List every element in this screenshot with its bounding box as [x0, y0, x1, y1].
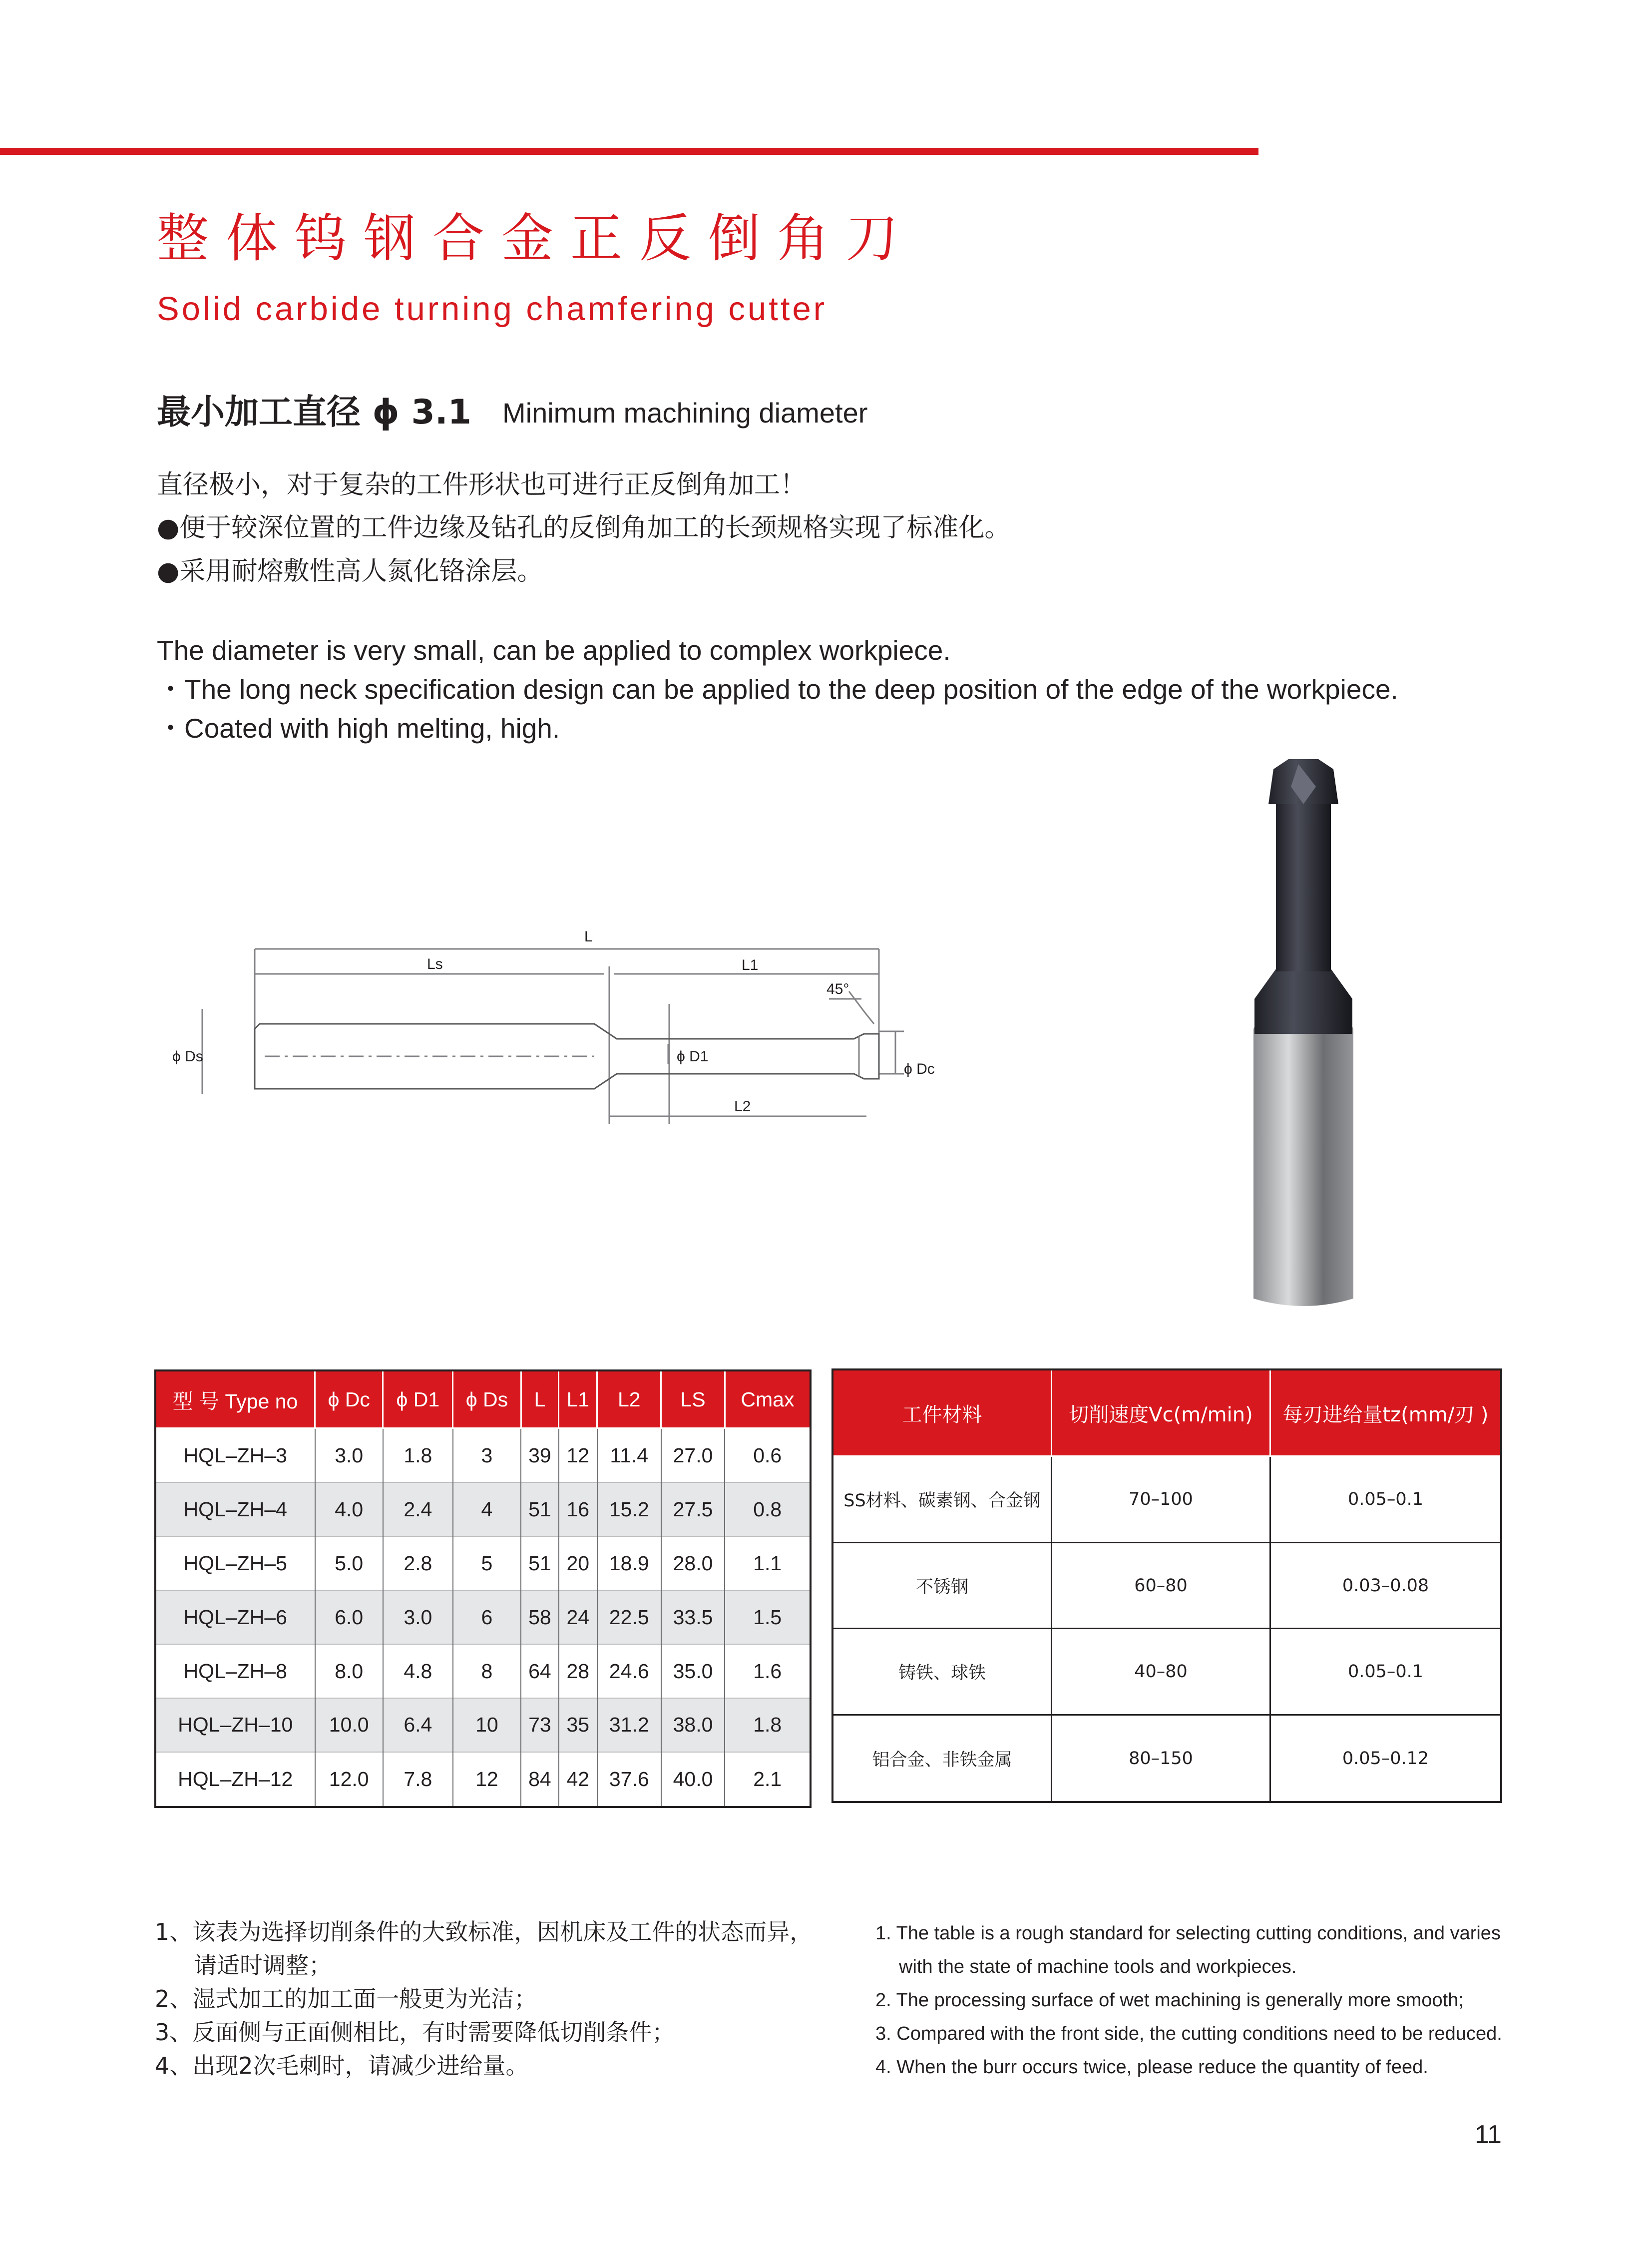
- table-row: [832, 1715, 1501, 1802]
- cond-cell-feed: 0.03–0.08: [1270, 1542, 1502, 1629]
- spec-cell: HQL–ZH–5: [155, 1536, 315, 1590]
- spec-cell: 2.4: [383, 1482, 453, 1536]
- spec-header-dc: ϕ Dc: [315, 1370, 383, 1428]
- dim-L2-label: L2: [734, 1098, 751, 1115]
- spec-cell: 51: [521, 1536, 559, 1590]
- spec-cell: 39: [521, 1428, 559, 1483]
- spec-cell: 1.8: [383, 1428, 453, 1483]
- spec-cell: 0.6: [725, 1428, 811, 1483]
- spec-cell: 20: [559, 1536, 597, 1590]
- spec-cell: 37.6: [597, 1752, 661, 1807]
- spec-cell: 24.6: [597, 1644, 661, 1698]
- spec-cell: 12: [453, 1752, 521, 1807]
- note-en-2: 2. The processing surface of wet machining is generally more smooth;: [875, 1990, 1464, 2011]
- cond-cell-feed: 0.05–0.1: [1270, 1456, 1502, 1543]
- subtitle-en: Minimum machining diameter: [502, 397, 868, 429]
- spec-header-ds: ϕ Ds: [453, 1370, 521, 1428]
- spec-cell: 73: [521, 1698, 559, 1752]
- spec-cell: 3.0: [315, 1428, 383, 1483]
- spec-cell: HQL–ZH–4: [155, 1482, 315, 1536]
- spec-cell: HQL–ZH–12: [155, 1752, 315, 1807]
- spec-cell: 28.0: [661, 1536, 725, 1590]
- spec-cell: 2.8: [383, 1536, 453, 1590]
- spec-cell: 3: [453, 1428, 521, 1483]
- spec-cell: HQL–ZH–3: [155, 1428, 315, 1483]
- page-title-cn: 整体钨钢合金正反倒角刀: [157, 208, 915, 269]
- spec-cell: 4: [453, 1482, 521, 1536]
- spec-cell: 24: [559, 1590, 597, 1644]
- page-number: 11: [1475, 2120, 1502, 2149]
- cond-header-feed: 每刃进给量tz(mm/刃 ): [1270, 1369, 1502, 1456]
- note-cn-4: 4、出现2次毛刺时，请减少进给量。: [155, 2052, 529, 2079]
- spec-cell: 1.6: [725, 1644, 811, 1698]
- note-cn-1-cont: 请适时调整；: [194, 1952, 332, 1979]
- spec-cell: 11.4: [597, 1428, 661, 1483]
- cond-cell-feed: 0.05–0.12: [1270, 1715, 1502, 1802]
- spec-cell: HQL–ZH–10: [155, 1698, 315, 1752]
- spec-header-l2: L2: [597, 1370, 661, 1428]
- spec-cell: 51: [521, 1482, 559, 1536]
- spec-cell: 6: [453, 1590, 521, 1644]
- spec-header-cmax: Cmax: [725, 1370, 811, 1428]
- cond-header-speed: 切削速度Vc(m/min): [1052, 1369, 1270, 1456]
- spec-cell: 16: [559, 1482, 597, 1536]
- description-cn-line-1: 直径极小，对于复杂的工件形状也可进行正反倒角加工！: [157, 470, 807, 500]
- tool-photo: [1224, 749, 1388, 1329]
- spec-cell: 18.9: [597, 1536, 661, 1590]
- cond-cell-material: 不锈钢: [832, 1542, 1052, 1629]
- spec-cell: 1.1: [725, 1536, 811, 1590]
- spec-cell: 0.8: [725, 1482, 811, 1536]
- table-row: [155, 1536, 811, 1590]
- spec-header-ls: LS: [661, 1370, 725, 1428]
- spec-cell: 12.0: [315, 1752, 383, 1807]
- spec-cell: 8: [453, 1644, 521, 1698]
- spec-cell: 15.2: [597, 1482, 661, 1536]
- spec-header-l: L: [521, 1370, 559, 1428]
- table-row: [832, 1629, 1501, 1715]
- spec-cell: 1.8: [725, 1698, 811, 1752]
- spec-header-type: 型 号 Type no: [155, 1370, 315, 1428]
- cond-cell-speed: 70–100: [1052, 1456, 1270, 1543]
- spec-cell: 4.0: [315, 1482, 383, 1536]
- spec-cell: 33.5: [661, 1590, 725, 1644]
- subtitle-cn: 最小加工直径 ϕ 3.1: [157, 393, 471, 432]
- spec-cell: 58: [521, 1590, 559, 1644]
- spec-cell: 22.5: [597, 1590, 661, 1644]
- spec-cell: 84: [521, 1752, 559, 1807]
- spec-cell: 35: [559, 1698, 597, 1752]
- spec-cell: HQL–ZH–8: [155, 1644, 315, 1698]
- spec-cell: 40.0: [661, 1752, 725, 1807]
- spec-cell: 3.0: [383, 1590, 453, 1644]
- table-row: [155, 1482, 811, 1536]
- spec-cell: 4.8: [383, 1644, 453, 1698]
- dim-phi-d1-label: ϕ D1: [677, 1048, 709, 1065]
- table-row: [155, 1590, 811, 1644]
- cond-cell-speed: 40–80: [1052, 1629, 1270, 1715]
- spec-cell: 7.8: [383, 1752, 453, 1807]
- cond-header-material: 工件材料: [832, 1369, 1052, 1456]
- description-cn-line-2: ●便于较深位置的工件边缘及钻孔的反倒角加工的长颈规格实现了标准化。: [157, 513, 1011, 543]
- cutting-conditions-table: [831, 1368, 1502, 1803]
- spec-cell: 2.1: [725, 1752, 811, 1807]
- table-row: [155, 1752, 811, 1807]
- dim-L-label: L: [584, 928, 593, 945]
- dim-Ls-label: Ls: [427, 956, 443, 972]
- description-cn-line-3: ●采用耐熔敷性高人氮化铬涂层。: [157, 556, 543, 586]
- spec-cell: 10.0: [315, 1698, 383, 1752]
- header-rule: [0, 148, 1258, 155]
- spec-cell: 5: [453, 1536, 521, 1590]
- cond-cell-speed: 80–150: [1052, 1715, 1270, 1802]
- spec-cell: 27.5: [661, 1482, 725, 1536]
- description-en-line-1: The diameter is very small, can be applied to complex workpiece.: [157, 635, 951, 666]
- spec-cell: 1.5: [725, 1590, 811, 1644]
- note-cn-3: 3、反面侧与正面侧相比，有时需要降低切削条件；: [155, 2019, 675, 2046]
- note-en-1-cont: with the state of machine tools and workpieces.: [899, 1956, 1297, 1977]
- cond-cell-feed: 0.05–0.1: [1270, 1629, 1502, 1715]
- spec-cell: 38.0: [661, 1698, 725, 1752]
- spec-cell: 10: [453, 1698, 521, 1752]
- table-row: [155, 1644, 811, 1698]
- dim-phi-ds-label: ϕ Ds: [172, 1048, 203, 1065]
- cond-cell-material: SS材料、碳素钢、合金钢: [832, 1456, 1052, 1543]
- note-cn-2: 2、湿式加工的加工面一般更为光洁；: [155, 1985, 537, 2012]
- cond-cell-material: 铝合金、非铁金属: [832, 1715, 1052, 1802]
- spec-cell: 5.0: [315, 1536, 383, 1590]
- table-row: [832, 1542, 1501, 1629]
- spec-cell: 64: [521, 1644, 559, 1698]
- spec-cell: 27.0: [661, 1428, 725, 1483]
- spec-cell: 35.0: [661, 1644, 725, 1698]
- technical-drawing: [165, 924, 964, 1134]
- note-cn-1: 1、该表为选择切削条件的大致标准，因机床及工件的状态而异，: [155, 1918, 813, 1945]
- table-row: [155, 1428, 811, 1483]
- dim-angle-label: 45°: [826, 981, 849, 997]
- spec-cell: 42: [559, 1752, 597, 1807]
- dim-L1-label: L1: [742, 957, 759, 973]
- table-row: [155, 1698, 811, 1752]
- spec-cell: 8.0: [315, 1644, 383, 1698]
- note-en-3: 3. Compared with the front side, the cutting conditions need to be reduced.: [875, 2023, 1502, 2044]
- spec-header-l1: L1: [559, 1370, 597, 1428]
- note-en-1: 1. The table is a rough standard for selecting cutting conditions, and varies: [875, 1923, 1501, 1944]
- cond-cell-speed: 60–80: [1052, 1542, 1270, 1629]
- description-en-line-2: ・The long neck specification design can be applied to the deep position of the edge of the workpiece.: [157, 674, 1398, 705]
- spec-cell: 12: [559, 1428, 597, 1483]
- spec-cell: 31.2: [597, 1698, 661, 1752]
- spec-cell: 6.4: [383, 1698, 453, 1752]
- dim-phi-dc-label: ϕ Dc: [904, 1061, 935, 1077]
- spec-table: [154, 1369, 812, 1808]
- page-title-en: Solid carbide turning chamfering cutter: [157, 290, 827, 328]
- description-en-line-3: ・Coated with high melting, high.: [157, 713, 560, 744]
- spec-cell: 28: [559, 1644, 597, 1698]
- spec-cell: 6.0: [315, 1590, 383, 1644]
- spec-cell: HQL–ZH–6: [155, 1590, 315, 1644]
- table-row: [832, 1456, 1501, 1543]
- spec-header-d1: ϕ D1: [383, 1370, 453, 1428]
- cond-cell-material: 铸铁、球铁: [832, 1629, 1052, 1715]
- note-en-4: 4. When the burr occurs twice, please reduce the quantity of feed.: [875, 2057, 1428, 2078]
